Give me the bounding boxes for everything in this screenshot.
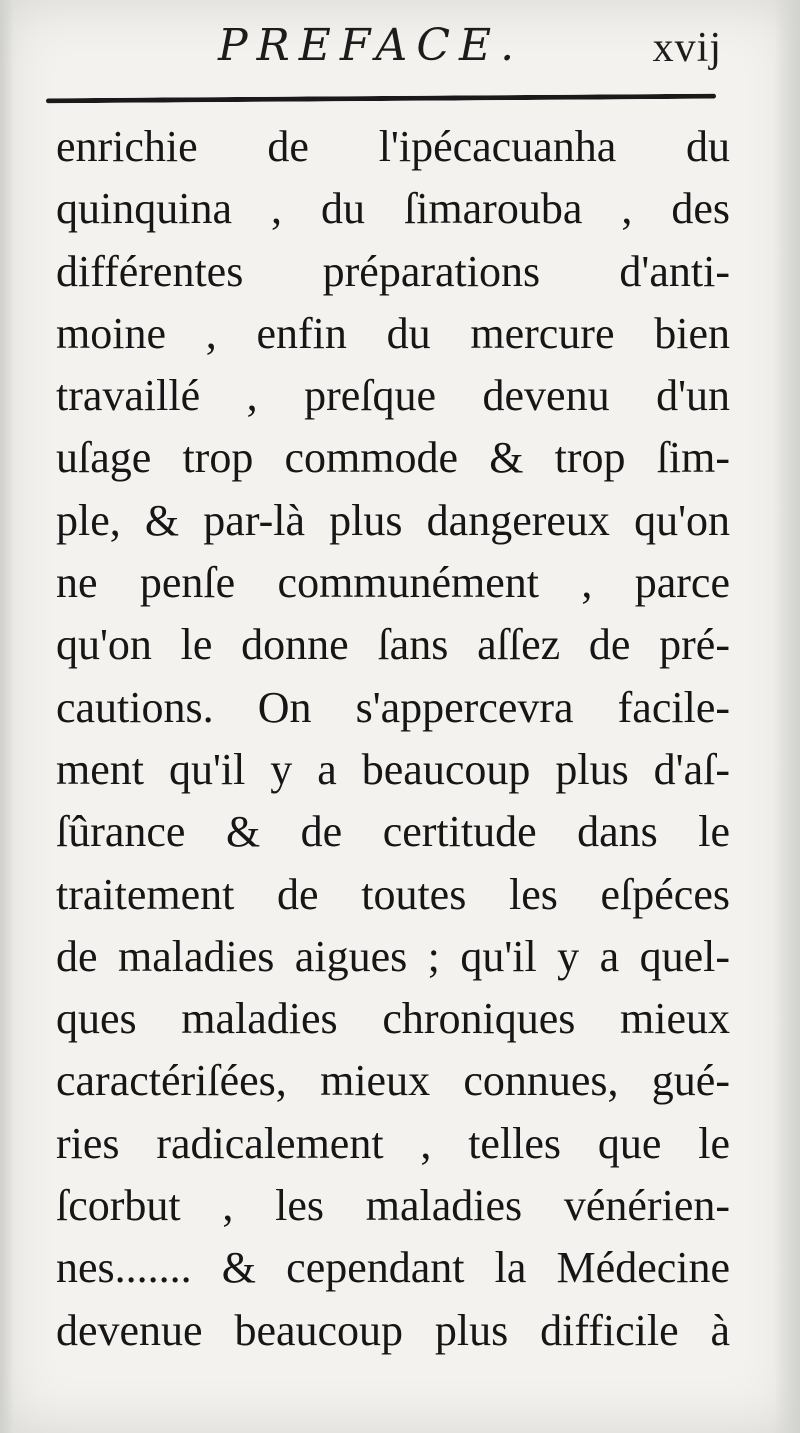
text-line: qu'on le donne ſans aſſez de pré- bbox=[56, 620, 730, 670]
text-line: ment qu'il y a beaucoup plus d'aſ- bbox=[56, 744, 730, 794]
text-line: uſage trop commode & trop ſim- bbox=[56, 433, 730, 483]
text-line: cautions. On s'appercevra facile- bbox=[56, 682, 730, 732]
body-text bbox=[56, 116, 730, 1416]
page-header bbox=[50, 10, 730, 80]
text-line: caractériſées, mieux connues, gué- bbox=[56, 1056, 730, 1106]
text-line: ſûrance & de certitude dans le bbox=[56, 807, 730, 857]
running-title: PREFACE. bbox=[218, 20, 524, 71]
page-number: xvij bbox=[652, 25, 722, 71]
header-rule bbox=[46, 94, 716, 104]
text-line: nes....... & cependant la Médecine bbox=[56, 1243, 730, 1293]
text-line: traitement de toutes les eſpéces bbox=[56, 869, 730, 919]
scan-shadow-right bbox=[774, 0, 800, 1433]
text-line: travaillé , preſque devenu d'un bbox=[56, 371, 730, 421]
text-line: enrichie de l'ipécacuanha du bbox=[56, 122, 730, 171]
text-line: ques maladies chroniques mieux bbox=[56, 994, 730, 1044]
text-line: moine , enfin du mercure bien bbox=[56, 308, 730, 358]
text-line: ne penſe communément , parce bbox=[56, 558, 730, 608]
text-line: de maladies aigues ; qu'il y a quel- bbox=[56, 931, 730, 981]
text-line: ſcorbut , les maladies vénérien- bbox=[56, 1181, 730, 1231]
text-line: ple, & par-là plus dangereux qu'on bbox=[56, 495, 730, 545]
scan-shadow-left bbox=[0, 0, 14, 1433]
text-line: devenue beaucoup plus difficile à bbox=[56, 1305, 730, 1355]
text-line: quinquina , du ſimarouba , des bbox=[56, 184, 730, 234]
text-line: ries radicalement , telles que le bbox=[56, 1118, 730, 1168]
text-line: différentes préparations d'anti- bbox=[56, 246, 730, 296]
